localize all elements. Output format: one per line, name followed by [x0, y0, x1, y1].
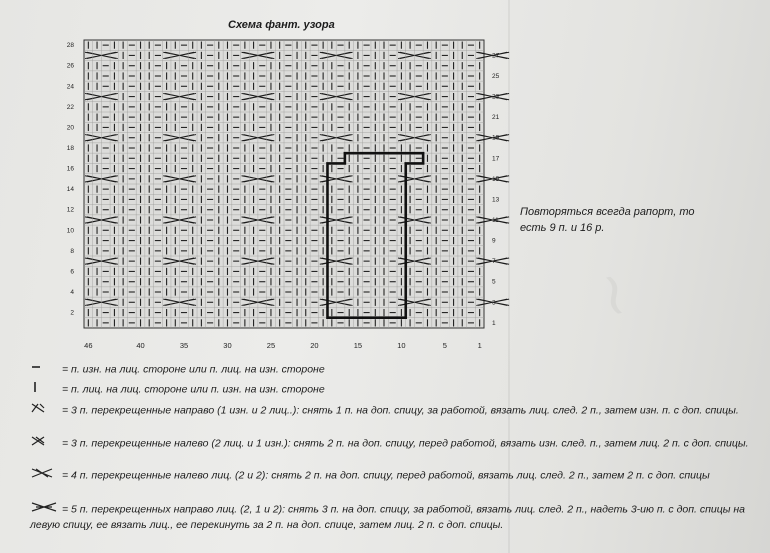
legend-item — [30, 362, 750, 377]
bar-icon — [30, 381, 62, 398]
right-row-label: 7 — [492, 258, 496, 266]
left-row-label: 22 — [66, 103, 74, 111]
legend-item — [30, 381, 750, 398]
repeat-note: Повторяться всегда рапорт, то есть 9 п. и 16 р. — [520, 206, 695, 234]
right-row-label: 9 — [492, 237, 496, 245]
bottom-stitch-label: 20 — [310, 341, 319, 350]
bottom-stitch-label: 40 — [136, 341, 145, 350]
legend-item — [30, 501, 750, 533]
bottom-stitch-label: 5 — [442, 341, 447, 350]
bottom-stitch-label: 46 — [84, 341, 93, 350]
bottom-stitch-label: 10 — [397, 341, 406, 350]
legend-text: = 5 п. перекрещенных направо лиц. (2, 1 и 2): снять 3 п. на доп. спицу, за работой, вязать лиц. след. 2 п., надеть 3-ию п. с доп. спицы на левую спицу, ее вязать лиц., ее перекинуть за 2 п. на доп. спице, затем лиц. 2 п. с доп. спицы. — [30, 503, 745, 531]
left-row-label: 20 — [66, 124, 74, 132]
right-row-label: 25 — [492, 73, 500, 80]
left-row-label: 14 — [66, 186, 74, 194]
bottom-stitch-label: 30 — [223, 341, 232, 350]
cross-left-3-icon — [30, 435, 62, 452]
chart-title: Схема фант. узора — [228, 19, 335, 31]
cross-right-5-icon — [30, 501, 62, 518]
legend-text: = п. лиц. на лиц. стороне или п. изн. на изн. стороне — [62, 383, 325, 396]
bottom-stitch-label: 1 — [477, 341, 482, 350]
left-row-label: 4 — [70, 289, 74, 296]
legend-text: = 3 п. перекрещенные направо (1 изн. и 2 лиц..): снять 1 п. на доп. спицу, за работой, вязать лиц. след. 2 п., затем изн. п. с доп. спицы. — [62, 404, 739, 417]
right-row-label: 21 — [492, 114, 500, 122]
left-row-label: 28 — [66, 42, 74, 50]
legend-item — [30, 435, 750, 452]
right-row-label: 11 — [492, 217, 499, 224]
right-row-label: 3 — [492, 299, 496, 307]
bottom-stitch-label: 25 — [266, 341, 276, 350]
left-row-label: 26 — [66, 62, 74, 70]
left-row-label: 24 — [66, 83, 74, 91]
legend-text: = п. изн. на лиц. стороне или п. лиц. на изн. стороне — [62, 363, 325, 376]
right-row-label: 23 — [492, 93, 500, 101]
legend-text: = 4 п. перекрещенные налево лиц. (2 и 2): снять 2 п. на доп. спицу, перед работой, вязать лиц. след. 2 п., затем 2 п. с доп. спицы — [62, 469, 710, 482]
left-row-label: 16 — [66, 165, 74, 173]
left-row-label: 6 — [70, 268, 74, 276]
legend-item — [30, 402, 750, 419]
bottom-stitch-label: 15 — [353, 341, 363, 350]
cross-right-3-icon — [30, 402, 62, 419]
legend-item — [30, 467, 750, 484]
right-row-label: 1 — [492, 319, 496, 327]
left-row-label: 18 — [66, 145, 74, 152]
right-row-label: 5 — [492, 278, 496, 286]
dash-icon — [30, 362, 62, 377]
right-row-label: 15 — [492, 175, 500, 183]
left-row-label: 10 — [66, 227, 74, 235]
right-row-label: 13 — [492, 196, 500, 204]
right-row-label: 19 — [492, 134, 500, 142]
legend-text: = 3 п. перекрещенные налево (2 лиц. и 1 изн.): снять 2 п. на доп. спицу, перед работой, вязать изн. след. п., затем лиц. 2 п. с доп. спицы. — [62, 437, 749, 450]
right-row-label: 17 — [492, 155, 500, 163]
left-row-label: 8 — [70, 247, 74, 255]
bottom-stitch-label: 35 — [179, 341, 189, 350]
left-row-label: 12 — [66, 206, 74, 214]
cross-left-4-icon — [30, 467, 62, 484]
left-row-label: 2 — [70, 309, 74, 317]
right-row-label: 27 — [492, 52, 500, 60]
